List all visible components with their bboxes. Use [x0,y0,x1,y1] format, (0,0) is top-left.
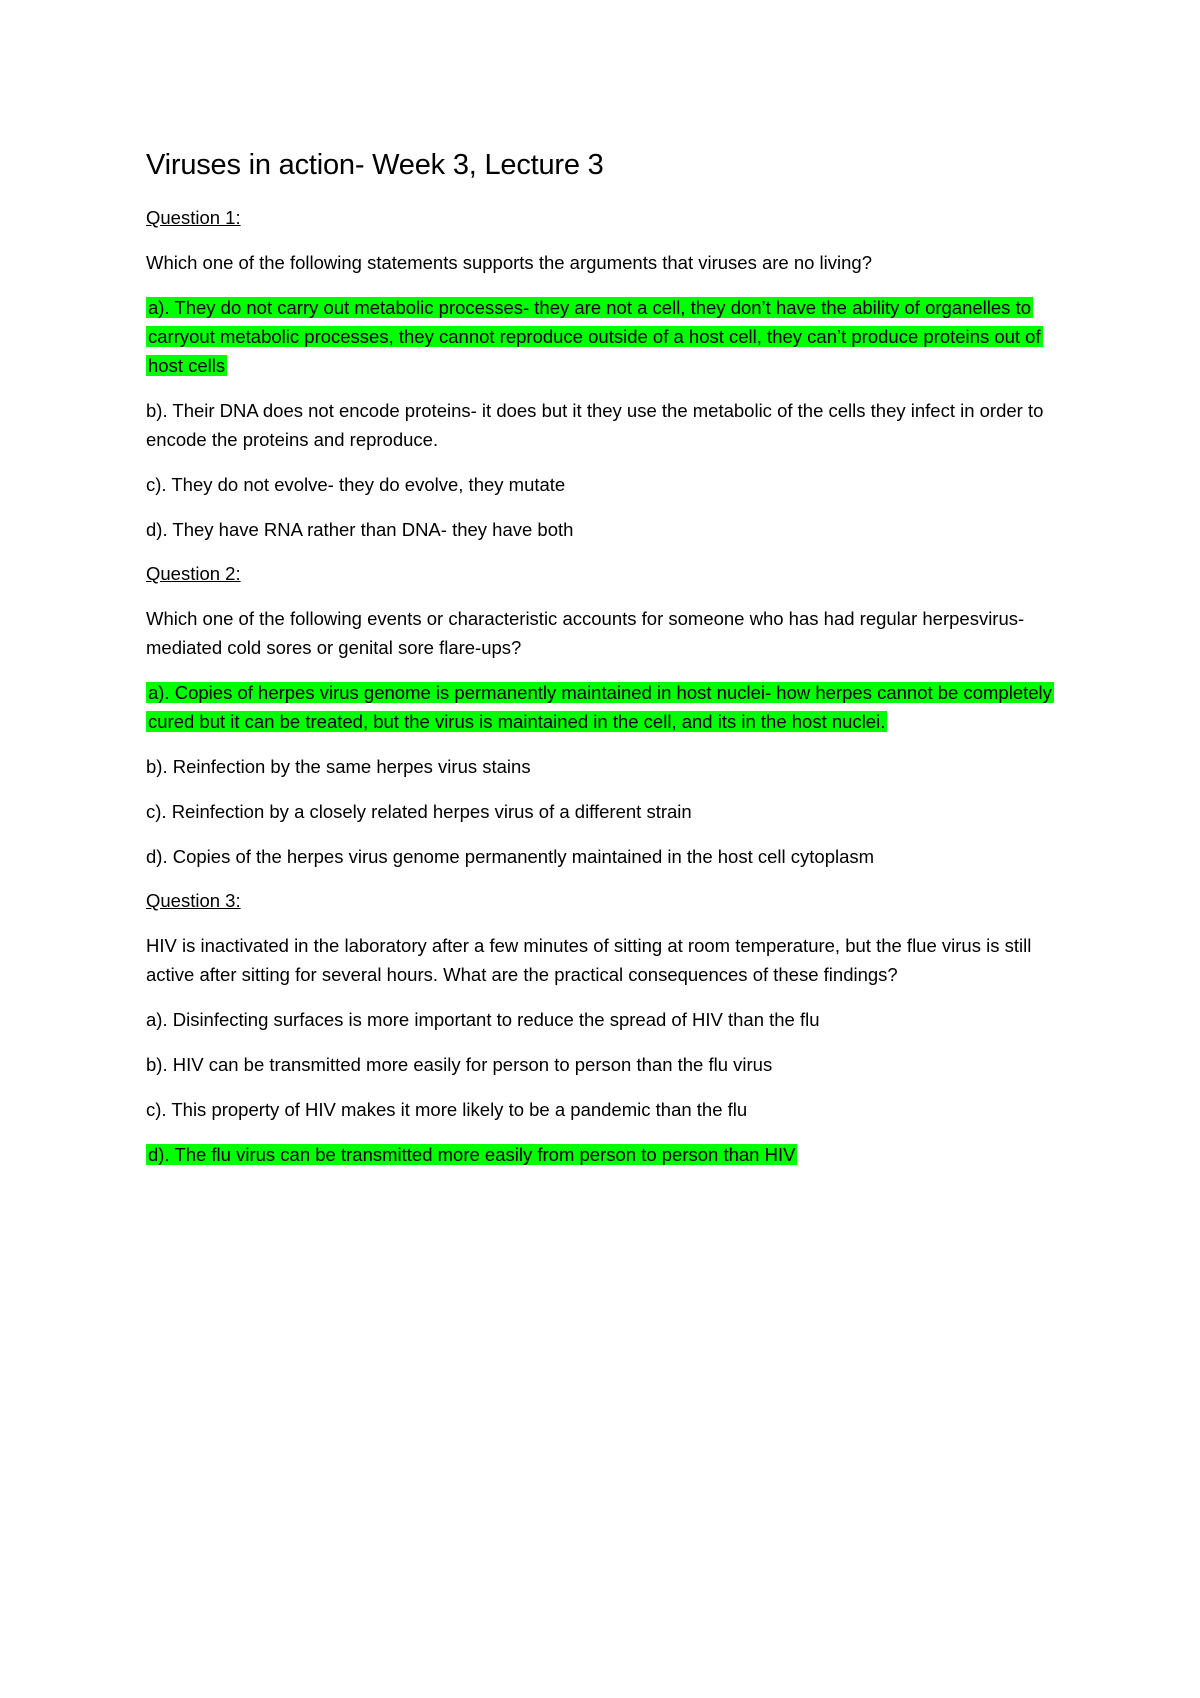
option-b [146,396,1066,454]
question-3 [146,887,1066,1169]
highlighted-answer: a). They do not carry out metabolic processes- they are not a cell, they don’t have the ability of organelles to carryout metabolic processes, they cannot reproduce outside of a host cell, they can’t produce proteins out of host cells [148,297,1041,376]
option-text: c). This property of HIV makes it more likely to be a pandemic than the flu [146,1099,748,1120]
option-c [146,797,1066,826]
option-c [146,1095,1066,1124]
question-2 [146,560,1066,871]
option-a [146,1005,1066,1034]
option-d [146,842,1066,871]
option-text: c). Reinfection by a closely related herpes virus of a different strain [146,801,692,822]
option-b [146,752,1066,781]
question-heading: Question 2: [146,563,241,584]
option-a [146,293,1066,380]
option-text: d). They have RNA rather than DNA- they have both [146,519,574,540]
question-heading: Question 3: [146,890,241,911]
option-c [146,470,1066,499]
option-text: b). Reinfection by the same herpes virus stains [146,756,531,777]
highlighted-answer: d). The flu virus can be transmitted more easily from person to person than HIV [148,1144,796,1165]
question-prompt: HIV is inactivated in the laboratory after a few minutes of sitting at room temperature, but the flue virus is still active after sitting for several hours. What are the practical consequences of these findings? [146,935,1032,985]
question-heading: Question 1: [146,207,241,228]
question-1 [146,204,1066,544]
document-title: Viruses in action- Week 3, Lecture 3 [146,149,604,181]
option-text: a). Disinfecting surfaces is more important to reduce the spread of HIV than the flu [146,1009,820,1030]
question-prompt: Which one of the following statements supports the arguments that viruses are no living? [146,252,872,273]
option-text: c). They do not evolve- they do evolve, they mutate [146,474,566,495]
highlighted-answer: a). Copies of herpes virus genome is permanently maintained in host nuclei- how herpes cannot be completely cured but it can be treated, but the virus is maintained in the cell, and its in the host nuclei. [148,682,1052,732]
option-d [146,1140,1066,1169]
option-text: b). Their DNA does not encode proteins- it does but it they use the metabolic of the cells they infect in order to encode the proteins and reproduce. [146,400,1044,450]
option-d [146,515,1066,544]
question-prompt: Which one of the following events or characteristic accounts for someone who has had regular herpesvirus-mediated cold sores or genital sore flare-ups? [146,608,1025,658]
option-text: d). Copies of the herpes virus genome permanently maintained in the host cell cytoplasm [146,846,875,867]
option-a [146,678,1066,736]
option-text: b). HIV can be transmitted more easily for person to person than the flu virus [146,1054,773,1075]
document-body [146,146,1066,1185]
option-b [146,1050,1066,1079]
